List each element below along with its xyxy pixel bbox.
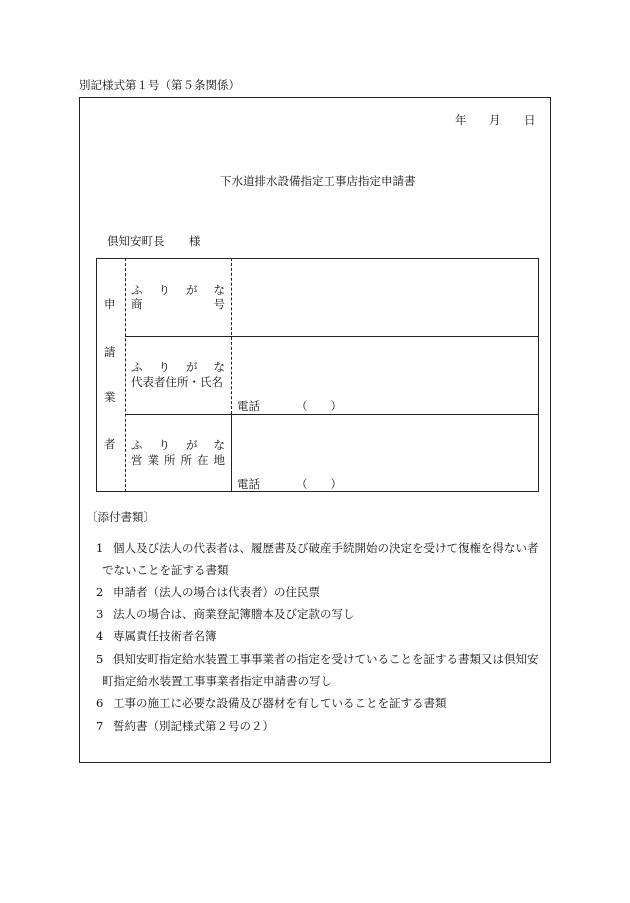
attachment-6-line-1: 工事の施工に必要な設備及び器材を有していることを証する書類 [113, 696, 447, 710]
row1-furigana: ふ り が な [131, 283, 225, 297]
applicant-label-char-1: 申 [104, 297, 116, 311]
row2-label-representative: 代表者住所・氏名 [131, 375, 223, 389]
applicant-label-char-4: 者 [104, 437, 116, 451]
document-title: 下水道排水設備指定工事店指定申請書 [220, 174, 416, 188]
row2-phone-paren: （ ） [296, 399, 342, 413]
date-month: 月 [489, 113, 501, 127]
attachment-2-line-1: 申請者（法人の場合は代表者）の住民票 [113, 585, 320, 599]
attachments-heading: 〔添付書類〕 [86, 510, 155, 524]
attachment-1-line-1: 個人及び法人の代表者は、履歴書及び破産手続開始の決定を受けて復権を得ない者 [113, 541, 539, 555]
row3-label-office-location: 営 業 所 所 在 地 [131, 453, 225, 467]
row2-furigana: ふ り が な [131, 360, 225, 374]
attachment-3-line-1: 法人の場合は、商業登記簿謄本及び定款の写し [113, 607, 355, 621]
attachment-num-6: 6 [96, 696, 104, 710]
row1-label-trade-name: 商 号 [131, 297, 225, 311]
attachment-num-2: 2 [96, 585, 104, 599]
addressee-honorific: 様 [189, 234, 201, 248]
row3-furigana: ふ り が な [131, 438, 225, 452]
row2-value-field[interactable] [232, 337, 538, 397]
attachment-num-5: 5 [96, 652, 104, 666]
date-day: 日 [524, 113, 536, 127]
attachment-7-line-1: 誓約書（別記様式第２号の２） [113, 719, 274, 733]
table-divider-left [125, 258, 126, 492]
attachment-4-line-1: 専属責任技術者名簿 [113, 629, 217, 643]
attachment-1-line-2: でないことを証する書類 [102, 563, 229, 577]
attachment-num-3: 3 [96, 607, 104, 621]
addressee-name: 倶知安町長 [107, 234, 165, 248]
attachment-num-1: 1 [96, 541, 104, 555]
attachment-5-line-2: 町指定給水装置工事事業者指定申請書の写し [102, 674, 332, 688]
row3-value-field[interactable] [232, 415, 538, 475]
row2-phone-label: 電話 [237, 399, 260, 413]
row1-value-field[interactable] [232, 259, 538, 336]
applicant-label-char-2: 請 [104, 345, 116, 359]
applicant-label-char-3: 業 [104, 390, 116, 404]
row3-phone-label: 電話 [237, 477, 260, 491]
form-number: 別記様式第１号（第５条関係） [79, 78, 240, 92]
date-year: 年 [455, 113, 467, 127]
attachment-num-4: 4 [96, 629, 104, 643]
attachment-5-line-1: 倶知安町指定給水装置工事事業者の指定を受けていることを証する書類又は倶知安 [113, 652, 539, 666]
row3-phone-paren: （ ） [296, 477, 342, 491]
attachment-num-7: 7 [96, 719, 104, 733]
